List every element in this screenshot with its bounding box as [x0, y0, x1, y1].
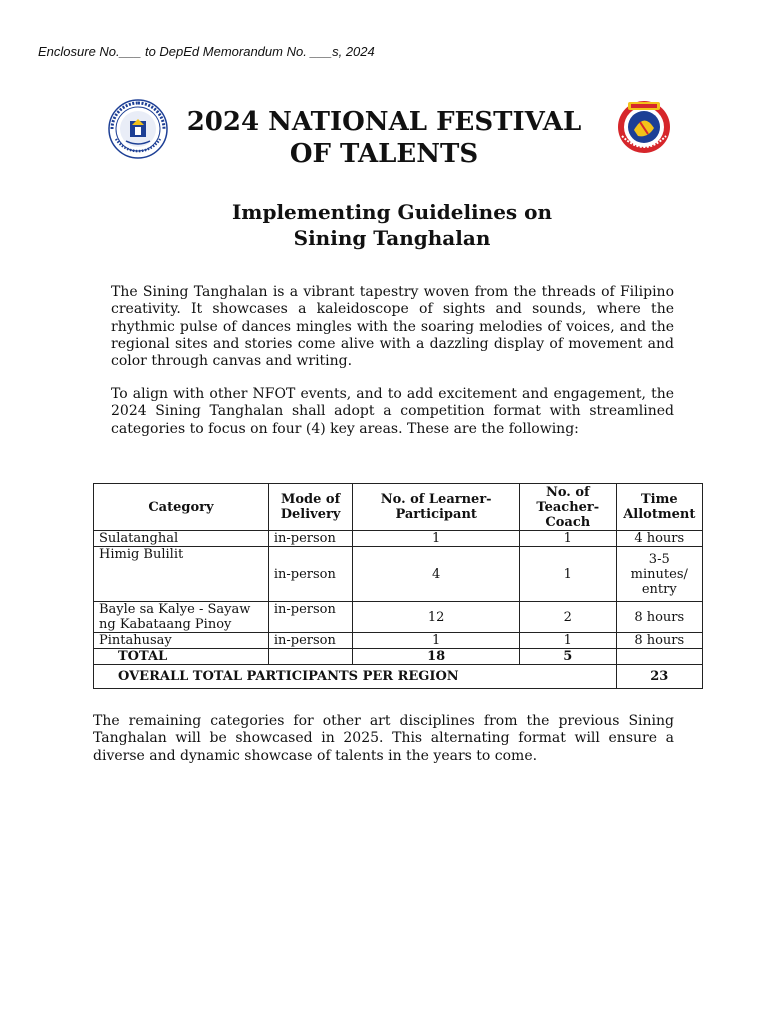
total-time-empty	[616, 649, 702, 665]
subtitle-line-1: Implementing Guidelines on	[231, 200, 553, 224]
cell-mode: in-person	[268, 602, 352, 633]
table-row	[94, 547, 703, 602]
title-line-1: 2024 NATIONAL FESTIVAL	[186, 107, 582, 137]
table-row	[94, 531, 703, 547]
header-category: Category	[94, 484, 269, 531]
header-mode: Mode of Delivery	[268, 484, 352, 531]
cell-coaches: 1	[520, 547, 616, 602]
cell-coaches: 1	[520, 633, 616, 649]
cell-time: 3-5 minutes/ entry	[616, 547, 702, 602]
cell-learners: 4	[353, 547, 520, 602]
cell-time: 4 hours	[616, 531, 702, 547]
total-learners: 18	[353, 649, 520, 665]
overall-label: OVERALL TOTAL PARTICIPANTS PER REGION	[94, 665, 617, 689]
cell-category: Bayle sa Kalye - Sayaw ng Kabataang Pinoy	[94, 602, 269, 633]
cell-category: Pintahusay	[94, 633, 269, 649]
intro-paragraph: The Sining Tanghalan is a vibrant tapestry woven from the threads of Filipino creativity. It showcases a kaleidoscope of sights and sounds, where the rhythmic pulse of dances mingles with the soaring melodies of voices, and the regional sites and stories come alive with a dazzling display of movement and color through canvas and writing.	[111, 284, 674, 370]
cell-learners: 1	[353, 633, 520, 649]
header-learners: No. of Learner-Participant	[353, 484, 520, 531]
table-row	[94, 633, 703, 649]
cell-time: 8 hours	[616, 633, 702, 649]
title-line-2: OF TALENTS	[289, 139, 479, 169]
total-label: TOTAL	[94, 649, 269, 665]
page-title	[170, 106, 598, 170]
table-header-row	[94, 484, 703, 531]
deped-seal-icon	[108, 99, 168, 159]
closing-paragraph: The remaining categories for other art disciplines from the previous Sining Tanghalan will be showcased in 2025. This alternating format will ensure a diverse and dynamic showcase of talents in the years to come.	[93, 713, 674, 764]
table-total-row	[94, 649, 703, 665]
overall-value: 23	[616, 665, 702, 689]
cell-category: Sulatanghal	[94, 531, 269, 547]
categories-table	[93, 483, 703, 689]
header-coaches: No. of Teacher-Coach	[520, 484, 616, 531]
cell-learners: 1	[353, 531, 520, 547]
festival-badge-icon	[614, 98, 674, 154]
table-overall-row	[94, 665, 703, 689]
cell-category: Himig Bulilit	[94, 547, 269, 602]
cell-learners: 12	[353, 602, 520, 633]
total-mode-empty	[268, 649, 352, 665]
cell-mode: in-person	[268, 547, 352, 602]
cell-coaches: 1	[520, 531, 616, 547]
page-subtitle	[150, 199, 634, 251]
cell-mode: in-person	[268, 633, 352, 649]
cell-time: 8 hours	[616, 602, 702, 633]
header-time: Time Allotment	[616, 484, 702, 531]
cell-mode: in-person	[268, 531, 352, 547]
format-paragraph: To align with other NFOT events, and to add excitement and engagement, the 2024 Sining Tanghalan shall adopt a competition format with streamlined categories to focus on four (4) key areas. These are the following:	[111, 386, 674, 437]
total-coaches: 5	[520, 649, 616, 665]
subtitle-line-2: Sining Tanghalan	[293, 226, 491, 250]
cell-coaches: 2	[520, 602, 616, 633]
table-row	[94, 602, 703, 633]
enclosure-note: Enclosure No.___ to DepEd Memorandum No. ___s, 2024	[38, 44, 375, 59]
